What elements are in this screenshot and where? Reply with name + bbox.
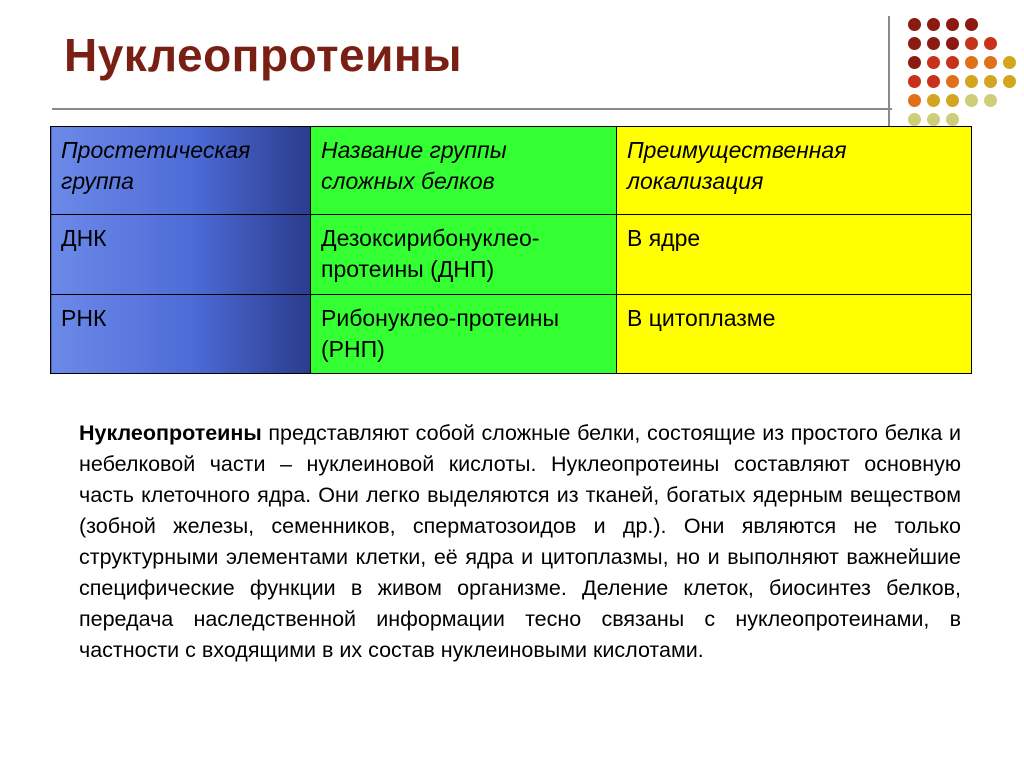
decor-dot: [965, 75, 978, 88]
paragraph-lead-term: Нуклеопротеины: [79, 421, 262, 445]
decor-dot: [927, 113, 940, 126]
decor-dot: [965, 18, 978, 31]
header-prosthetic-group: Простетическая группа: [51, 127, 311, 215]
decor-dot: [946, 56, 959, 69]
decor-dot: [946, 113, 959, 126]
header-localization: Преимущественная локализация: [617, 127, 972, 215]
cell-prosthetic-group: РНК: [51, 295, 311, 374]
table-row: [51, 295, 972, 374]
decor-dot: [984, 56, 997, 69]
decor-dot: [984, 75, 997, 88]
header-protein-group-name: Название группы сложных белков: [311, 127, 617, 215]
decor-dot: [965, 56, 978, 69]
decor-dot: [908, 113, 921, 126]
decor-dot: [927, 94, 940, 107]
decor-dot: [927, 56, 940, 69]
decor-dot: [908, 75, 921, 88]
table-row: [51, 215, 972, 295]
slide-title: Нуклеопротеины: [64, 29, 462, 81]
decor-dot: [927, 18, 940, 31]
decor-dot: [1003, 75, 1016, 88]
decor-dot: [1003, 56, 1016, 69]
decor-dot: [984, 37, 997, 50]
table-header-row: [51, 127, 972, 215]
decor-dot: [946, 94, 959, 107]
decor-dot: [908, 37, 921, 50]
decor-dot: [946, 37, 959, 50]
decor-dot: [984, 94, 997, 107]
decor-dot: [908, 56, 921, 69]
decor-dot: [946, 18, 959, 31]
decor-dot: [927, 75, 940, 88]
decor-dot: [965, 37, 978, 50]
decor-dot: [965, 94, 978, 107]
decor-vertical-line: [888, 16, 890, 134]
decor-dot: [946, 75, 959, 88]
decor-dot: [927, 37, 940, 50]
cell-localization: В цитоплазме: [617, 295, 972, 374]
decor-dot: [908, 18, 921, 31]
cell-localization: В ядре: [617, 215, 972, 295]
description-paragraph: [79, 418, 961, 666]
cell-protein-group-name: Дезоксирибонуклео-протеины (ДНП): [311, 215, 617, 295]
decor-horizontal-line: [52, 108, 892, 110]
paragraph-body: представляют собой сложные белки, состоящие из простого белка и небелковой части – нуклеиновой кислоты. Нуклеопротеины составляют основную часть клеточного ядра. Они легко выделяются из тканей, богатых ядерным веществом (зобной железы, семенников, сперматозоидов и др.). Они являются не только структурными элементами клетки, её ядра и цитоплазмы, но и выполняют важнейшие специфические функции в живом организме. Деление клеток, биосинтез белков, передача наследственной информации тесно связаны с нуклеопротеинами, в частности с входящими в их состав нуклеиновыми кислотами.: [79, 421, 961, 662]
cell-prosthetic-group: ДНК: [51, 215, 311, 295]
decor-dot: [908, 94, 921, 107]
cell-protein-group-name: Рибонуклео-протеины (РНП): [311, 295, 617, 374]
nucleoprotein-table: [50, 126, 972, 374]
